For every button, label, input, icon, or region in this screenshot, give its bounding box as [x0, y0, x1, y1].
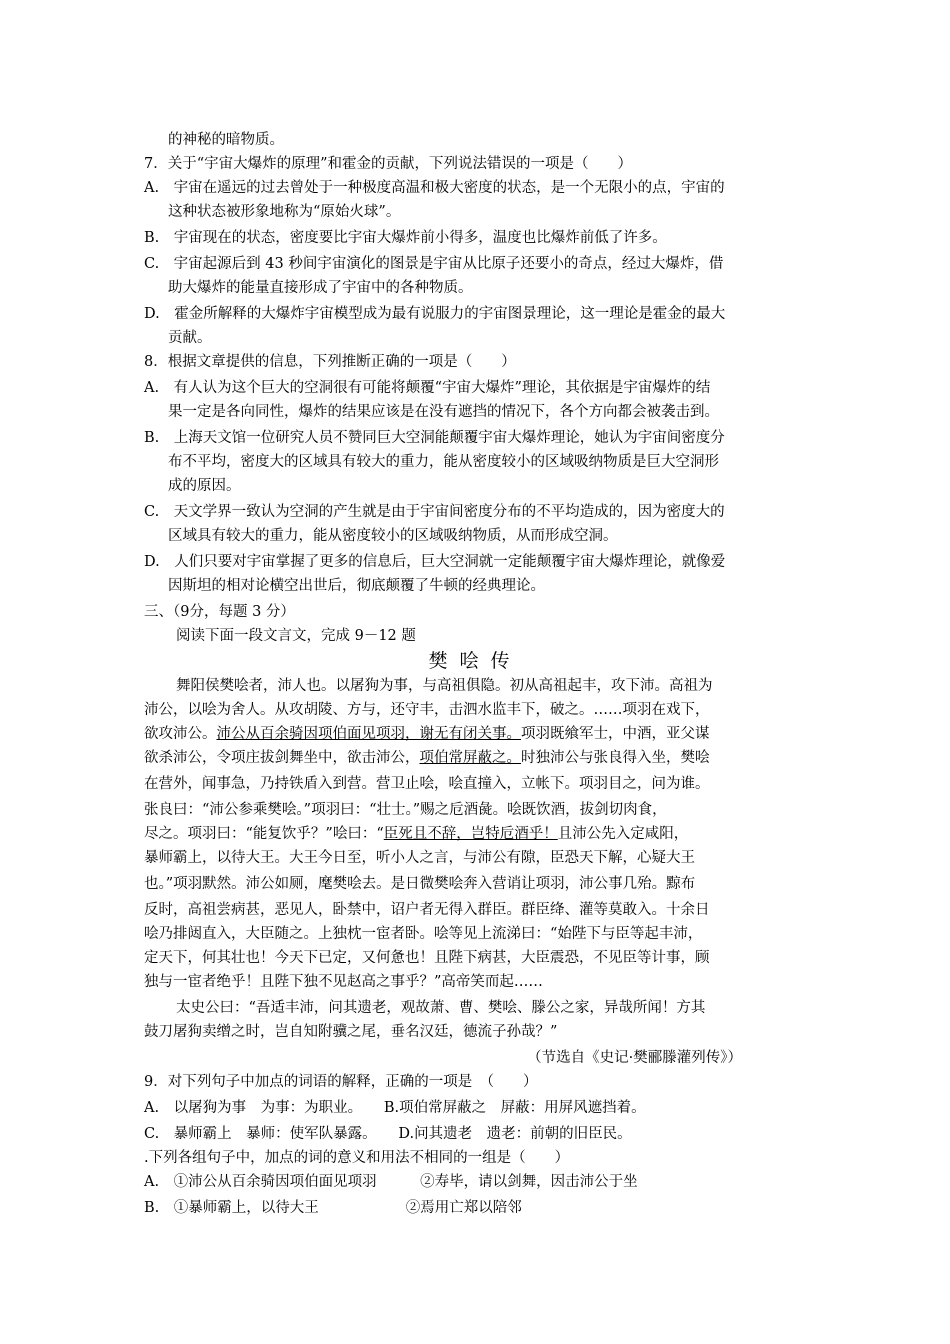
- q8-option-b-line3: 成的原因。: [168, 478, 241, 494]
- q8-stem: 8．根据文章提供的信息，下列推断正确的一项是（ ）: [144, 354, 516, 370]
- underlined-sentence-3: 臣死且不辞，岂特卮酒乎！: [383, 826, 558, 842]
- q8-option-a-line1: A. 有人认为这个巨大的空洞很有可能将颠覆“宇宙大爆炸”理论，其依据是宇宙爆炸的结: [144, 380, 711, 396]
- q9-options-cd: C. 暴师霸上 暴师：使军队暴露。 D.问其遗老 遗老：前朝的旧臣民。: [144, 1126, 632, 1142]
- passage-line-6: 张良曰：“沛公参乘樊哙。”项羽曰：“壮士。”赐之卮酒彘。哙既饮酒，拔剑切肉食，: [144, 802, 667, 818]
- passage-line-7: [144, 822, 688, 846]
- section3-heading: 三、（9分，每题 3 分）: [144, 604, 295, 620]
- q7-option-b: B. 宇宙现在的状态，密度要比宇宙大爆炸前小得多，温度也比爆炸前低了许多。: [144, 230, 667, 246]
- passage-line-1: 舞阳侯樊哙者，沛人也。以屠狗为事，与高祖俱隐。初从高祖起丰，攻下沛。高祖为: [176, 678, 713, 694]
- passage-text: 时独沛公与张良得入坐，樊哙: [521, 750, 710, 766]
- q7-option-d-line2: 贡献。: [168, 330, 212, 346]
- passage-text: 欲攻沛公。: [144, 726, 217, 742]
- passage-line-11: 哙乃排闼直入，大臣随之。上独枕一宦者卧。哙等见上流涕曰：“始陛下与臣等起丰沛，: [144, 926, 703, 942]
- underlined-sentence-1: 沛公从百余骑因项伯面见项羽，谢无有闭关事。: [216, 726, 521, 742]
- q7-option-a-line2: 这种状态被形象地称为“原始火球”。: [168, 204, 401, 220]
- passage-line-5: 在营外，闻事急，乃持铁盾入到营。营卫止哙，哙直撞入，立帐下。项羽目之，问为谁。: [144, 776, 710, 792]
- q10-option-b: B. ①暴师霸上，以待大王 ②焉用亡郑以陪邻: [144, 1200, 522, 1216]
- passage-line-10: 反时，高祖尝病甚，恶见人，卧禁中，诏户者无得入群臣。群臣绛、灌等莫敢入。十余日: [144, 902, 710, 918]
- q9-options-ab: A. 以屠狗为事 为事：为职业。 B.项伯常屏蔽之 屏蔽：用屏风遮挡着。: [144, 1100, 646, 1116]
- q8-option-a-line2: 果一定是各向同性，爆炸的结果应该是在没有遮挡的情况下，各个方向都会被袭击到。: [168, 404, 719, 420]
- q8-option-d-line1: D. 人们只要对宇宙掌握了更多的信息后，巨大空洞就一定能颠覆宇宙大爆炸理论，就像爱: [144, 554, 726, 570]
- passage-source: （节选自《史记·樊郦滕灌列传》）: [527, 1050, 742, 1066]
- passage-line-13: 独与一宦者绝乎！且陛下独不见赵高之事乎？”高帝笑而起……: [144, 974, 543, 990]
- q10-option-a: A. ①沛公从百余骑因项伯面见项羽 ②寿毕，请以剑舞，因击沛公于坐: [144, 1174, 638, 1190]
- q9-stem: 9．对下列句子中加点的词语的解释，正确的一项是 （ ）: [144, 1074, 538, 1090]
- underlined-sentence-2: 项伯常屏蔽之。: [419, 750, 521, 766]
- passage-line-3: [144, 722, 710, 746]
- q7-option-a-line1: A. 宇宙在遥远的过去曾处于一种极度高温和极大密度的状态，是一个无限小的点，宇宙的: [144, 180, 725, 196]
- passage-line-8: 暴师霸上，以待大王。大王今日至，听小人之言，与沛公有隙，臣恐天下解，心疑大王: [144, 850, 695, 866]
- passage-text: 且沛公先入定咸阳，: [557, 826, 689, 842]
- passage-text: 欲杀沛公，令项庄拔剑舞坐中，欲击沛公，: [144, 750, 420, 766]
- carry-over-line: 的神秘的暗物质。: [168, 132, 284, 148]
- passage-text: 项羽既飨军士，中酒，亚父谋: [521, 726, 710, 742]
- section3-instruction: 阅读下面一段文言文，完成 9－12 题: [176, 628, 416, 644]
- q7-option-c-line1: C. 宇宙起源后到 43 秒间宇宙演化的图景是宇宙从比原子还要小的奇点，经过大爆炸，借: [144, 256, 724, 272]
- q8-option-b-line1: B. 上海天文馆一位研究人员不赞同巨大空洞能颠覆宇宙大爆炸理论，她认为宇宙间密度分: [144, 430, 725, 446]
- passage-line-12: 定天下，何其壮也！今天下已定，又何惫也！且陛下病甚，大臣震恐，不见臣等计事，顾: [144, 950, 710, 966]
- passage-line-4: [144, 746, 710, 770]
- q8-option-c-line2: 区域具有较大的重力，能从密度较小的区域吸纳物质，从而形成空洞。: [168, 528, 618, 544]
- commentary-line-1: 太史公曰：“吾适丰沛，问其遗老，观故萧、曹、樊哙、滕公之家，异哉所闻！方其: [176, 1000, 706, 1016]
- passage-line-9: 也。”项羽默然。沛公如厕，麾樊哙去。是日微樊哙奔入营诮让项羽，沛公事几殆。黥布: [144, 876, 696, 892]
- passage-title: 樊哙传: [428, 650, 522, 672]
- q7-stem: 7．关于“宇宙大爆炸的原理”和霍金的贡献，下列说法错误的一项是（ ）: [144, 156, 633, 172]
- q7-option-d-line1: D. 霍金所解释的大爆炸宇宙模型成为最有说服力的宇宙图景理论，这一理论是霍金的最大: [144, 306, 726, 322]
- passage-text: 尽之。项羽曰：“能复饮乎？”哙曰：“: [144, 826, 384, 842]
- q10-stem: .下列各组句子中，加点的词的意义和用法不相同的一组是（ ）: [144, 1150, 570, 1166]
- q7-option-c-line2: 助大爆炸的能量直接形成了宇宙中的各种物质。: [168, 280, 473, 296]
- q8-option-c-line1: C. 天文学界一致认为空洞的产生就是由于宇宙间密度分布的不平均造成的，因为密度大的: [144, 504, 725, 520]
- q8-option-d-line2: 因斯坦的相对论横空出世后，彻底颠覆了牛顿的经典理论。: [168, 578, 545, 594]
- q8-option-b-line2: 布不平均，密度大的区域具有较大的重力，能从密度较小的区域吸纳物质是巨大空洞形: [168, 454, 719, 470]
- commentary-line-2: 鼓刀屠狗卖缯之时，岂自知附骥之尾，垂名汉廷，德流子孙哉？”: [144, 1024, 558, 1040]
- passage-line-2: 沛公，以哙为舍人。从攻胡陵、方与，还守丰，击泗水监丰下，破之。……项羽在戏下，: [144, 702, 710, 718]
